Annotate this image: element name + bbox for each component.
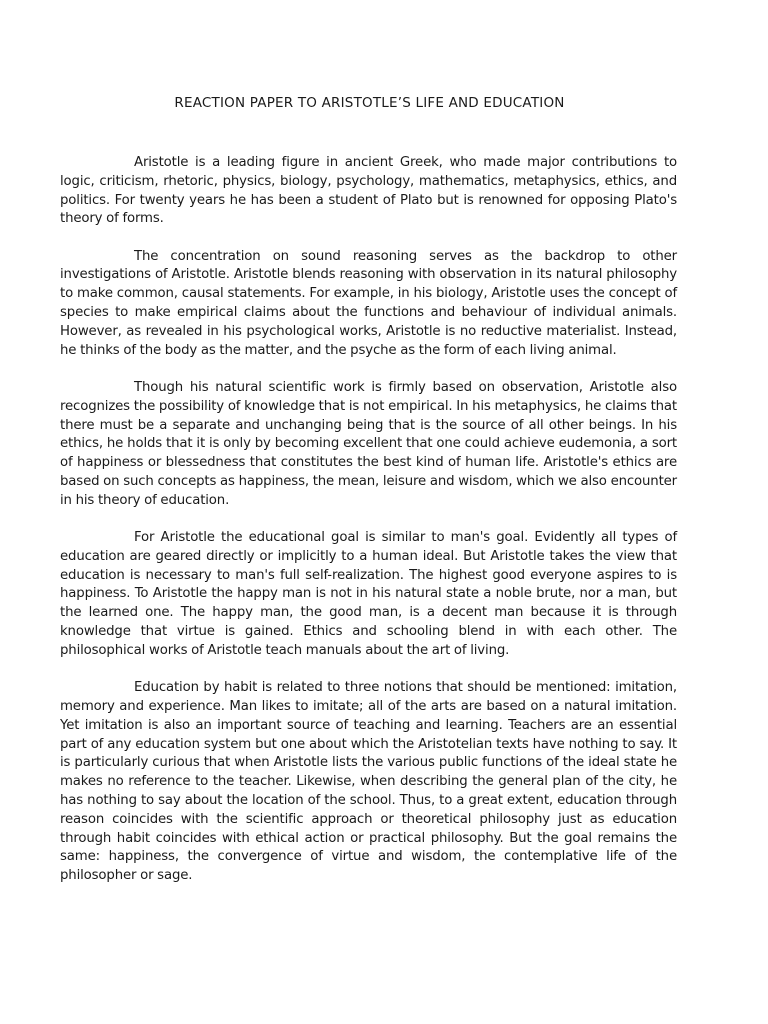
document-title: REACTION PAPER TO ARISTOTLE’S LIFE AND EDUCATION (174, 95, 565, 111)
paragraph-5: Education by habit is related to three notions that should be mentioned: imitation, memory and experience. Man likes to imitate; all of the arts are based on a natural imitation. Yet imitation is also an important source of teaching and learning. Teachers are an essential part of any education system but one about which the Aristotelian texts have nothing to say. It is particularly curious that when Aristotle lists the various public functions of the ideal state he makes no reference to the teacher. Likewise, when describing the general plan of the city, he has nothing to say about the location of the school. Thus, to a great extent, education through reason coincides with the scientific approach or theoretical philosophy just as education through habit coincides with ethical action or practical philosophy. But the goal remains the same: happiness, the convergence of virtue and wisdom, the contemplative life of the philosopher or sage. (60, 680, 677, 884)
paragraph-4: For Aristotle the educational goal is similar to man's goal. Evidently all types of education are geared directly or implicitly to a human ideal. But Aristotle takes the view that education is necessary to man's full self-realization. The highest good everyone aspires to is happiness. To Aristotle the happy man is not in his natural state a noble brute, nor a man, but the learned one. The happy man, the good man, is a decent man because it is through knowledge that virtue is gained. Ethics and schooling blend in with each other. The philosophical works of Aristotle teach manuals about the art of living. (60, 530, 677, 658)
paragraph-1: Aristotle is a leading figure in ancient Greek, who made major contributions to logic, criticism, rhetoric, physics, biology, psychology, mathematics, metaphysics, ethics, and politics. For twenty years he has been a student of Plato but is renowned for opposing Plato's theory of forms. (60, 155, 677, 227)
paragraph-3: Though his natural scientific work is firmly based on observation, Aristotle also recognizes the possibility of knowledge that is not empirical. In his metaphysics, he claims that there must be a separate and unchanging being that is the source of all other beings. In his ethics, he holds that it is only by becoming excellent that one could achieve eudemonia, a sort of happiness or blessedness that constitutes the best kind of human life. Aristotle's ethics are based on such concepts as happiness, the mean, leisure and wisdom, which we also encounter in his theory of education. (60, 379, 677, 508)
paragraph-2: The concentration on sound reasoning serves as the backdrop to other investigations of Aristotle. Aristotle blends reasoning with observation in its natural philosophy to make common, causal statements. For example, in his biology, Aristotle uses the concept of species to make empirical claims about the functions and behaviour of individual animals. However, as revealed in his psychological works, Aristotle is no reductive materialist. Instead, he thinks of the body as the matter, and the psyche as the form of each living animal. (60, 248, 677, 358)
document-page (60, 94, 677, 904)
